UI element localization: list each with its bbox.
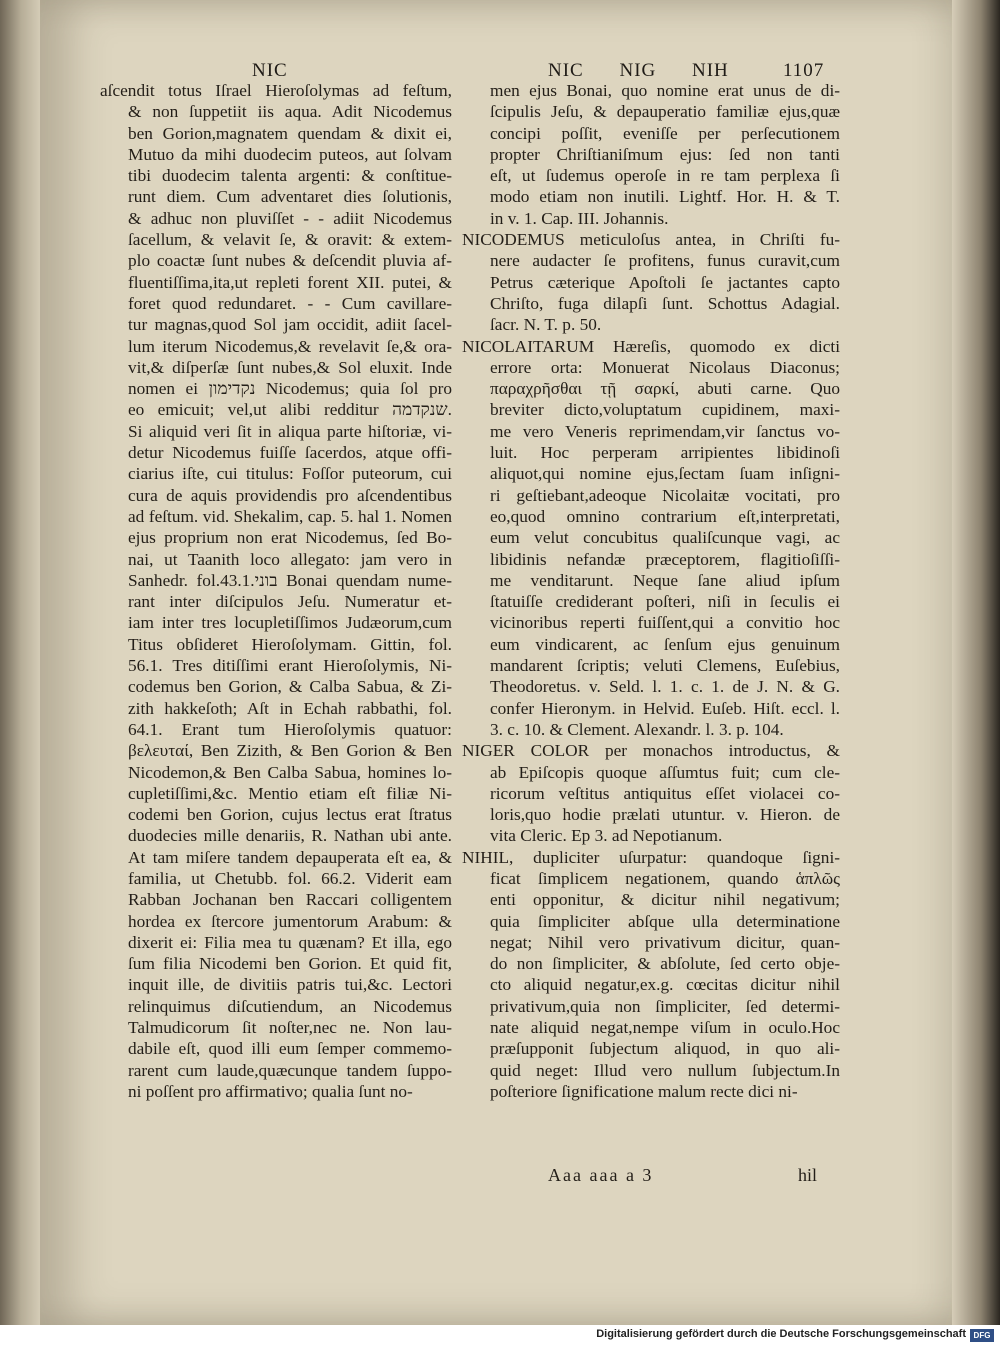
text-line: NIHIL, dupliciter uſurpatur: quandoque ſigni- — [462, 847, 840, 867]
text-line: Rabban Jochanan ben Raccari colligentem — [128, 890, 452, 910]
text-line: & adhuc non pluviſſet - - adiit Nicodemus — [128, 208, 452, 228]
text-line: NICOLAITARUM Hæreſis, quomodo ex dicti — [462, 336, 840, 356]
text-line: Chriſto, fuga dilapſi ſunt. Schottus Adagial. — [490, 293, 840, 313]
text-line: præſupponit ſubjectum aliquod, in quo ali- — [490, 1039, 840, 1059]
text-line: ſum filia Nicodemi ben Gorion. Et quid fit, — [128, 954, 452, 974]
text-line: do non ſimpliciter, & abſolute, ſed certo obje- — [490, 954, 840, 974]
catchword: hil — [798, 1165, 818, 1185]
text-line: duodecies mille denariis, R. Nathan ubi ante. — [128, 826, 452, 846]
text-line: foret quod redundaret. - - Cum cavillare- — [128, 293, 452, 313]
text-line: Theodoretus. v. Seld. l. 1. c. 1. de J. N. & G. — [490, 677, 840, 697]
text-line: rarent cum laude,quæcunque tandem ſuppo- — [128, 1060, 452, 1080]
text-line: ben Gorion,magnatem quendam & dixit ei, — [128, 123, 452, 143]
page-number: 1107 — [783, 60, 825, 81]
text-line: Nicodemon,& Ben Calba Sabua, homines lo- — [128, 762, 452, 782]
text-line: ri geſtiebant,adeoque Nicolaitæ vocitati, pro — [490, 485, 840, 505]
text-line: propter Chriſtianiſmum ejus: ſed non tanti — [490, 144, 840, 164]
text-line: detur Nicodemus fuiſſe ſacerdos, atque offi- — [128, 443, 452, 463]
text-line: eum velut concubitus qualiſcunque vagi, ac — [490, 528, 840, 548]
page-right-edge — [952, 0, 1000, 1325]
text-line: ficat ſimplicem negationem, quando ἁπλῶς — [490, 868, 840, 888]
text-line: modo etiam non inutili. Lightf. Hor. H. & T. — [490, 187, 840, 207]
text-line: relinquimus diſcutiendum, an Nicodemus — [128, 996, 452, 1016]
text-line: NICODEMUS meticuloſus antea, in Chriſti fu- — [462, 230, 840, 250]
text-line: ſacr. N. T. p. 50. — [490, 315, 602, 335]
text-line: familia, ut Chetubb. fol. 66.2. Viderit eam — [128, 868, 452, 888]
text-line: Si aliquid veri ſit in aliqua parte hiſtoriæ, vi- — [128, 421, 452, 441]
text-line: libidinis nefandæ præceptorem, flagitioſiſſi- — [490, 549, 840, 569]
text-line: breviter dicto,voluptatum cupidinem, maxi- — [490, 400, 840, 420]
text-line: nere audacter ſe profitens, funus curavit,cum — [490, 251, 840, 271]
text-line: ſacellum, & velavit ſe, & oravit: & extem- — [128, 230, 452, 250]
text-line: negat; Nihil vero privativum dicitur, quan- — [490, 932, 840, 952]
text-line: mandarent ſcriptis; veluti Clemens, Euſebius, — [490, 656, 840, 676]
text-line: At tam miſere tandem depauperata eſt ea, & — [128, 847, 452, 867]
text-line: in v. 1. Cap. III. Johannis. — [490, 208, 669, 228]
text-line: enti opponitur, & dicitur nihil negativum; — [490, 890, 840, 910]
text-line: hordea ex ſtercore jumentorum Arabum: & — [128, 911, 452, 931]
text-line: rant inter diſcipulos Jeſu. Numeratur et- — [128, 592, 452, 612]
signature-mark: Aaa aaa a 3 — [548, 1165, 654, 1185]
text-line: 64.1. Erant tum Hieroſolymis quatuor: — [128, 719, 452, 739]
text-line: eſt, ut ſudemus operoſe in re tam perplexa ſi — [490, 166, 840, 186]
text-line: tur magnas,quod Sol jam occidit, adiit ſacel- — [128, 315, 452, 335]
text-line: inquit ille, de divitiis patris tui,&c. Lectori — [128, 975, 452, 995]
text-line: codemi ben Gorion, cujus lectus erat ſtratus — [128, 805, 452, 825]
text-line: cto aliquid negatur,ex.g. cœcitas dicitur nihil — [490, 975, 840, 995]
text-line: errore orta: Monuerat Nicolaus Diaconus; — [490, 357, 840, 377]
text-line: quid neget: Illud vero nullum ſubjectum.In — [490, 1060, 840, 1080]
text-line: παραχρῆσθαι τῇ σαρκί, abuti carne. Quo — [490, 379, 840, 399]
text-line: Mutuo da mihi duodecim puteos, aut ſolvam — [128, 144, 452, 164]
text-line: tibi duodecim talenta argenti: & conſtitue- — [128, 166, 452, 186]
text-line: fluentiſſima,ita,ut repleti forent XII. putei, & — [128, 272, 452, 292]
text-line: me vero Veneris reprimendam,vir ſanctus vo- — [490, 421, 840, 441]
text-line: luit. Hoc perperam arripientes libidinoſi — [490, 443, 840, 463]
text-line: eum vindicarent, ac ſenſum ejus genuinum — [490, 634, 840, 654]
text-line: ab Epiſcopis quoque aſſumtus fuit; cum cle- — [490, 762, 840, 782]
text-line: 56.1. Tres ditiſſimi erant Hieroſolymis, Ni- — [128, 656, 452, 676]
text-line: plo coactæ ſunt nubes & deſcendit pluvia af- — [128, 251, 452, 271]
credit-line: Digitalisierung gefördert durch die Deutsche Forschungsgemeinschaft — [596, 1328, 966, 1340]
text-line: ni poſſent pro affirmativo; qualia ſunt no- — [128, 1081, 413, 1101]
text-line: Sanhedr. fol.43.1.בוני Bonai quendam nume- — [128, 570, 452, 590]
text-line: eo emicuit; vel,ut alibi redditur שנקדמה. — [128, 400, 452, 420]
dfg-logo-icon: DFG — [970, 1329, 994, 1342]
text-line: dixerit ei: Filia mea tu quænam? Et illa, ego — [128, 932, 452, 952]
text-line: ricorum veſtitus antiquitus eſſet violacei co- — [490, 783, 840, 803]
text-line: ad feſtum. vid. Shekalim, cap. 5. hal 1. Nomen — [128, 506, 452, 526]
credit-bar — [0, 1325, 1000, 1347]
text-line: & non ſuppetiit iis aqua. Adit Nicodemus — [128, 102, 452, 122]
text-line: βελευταί, Ben Zizith, & Ben Gorion & Ben — [128, 741, 452, 761]
text-line: privativum,quia non ſimpliciter, ſed determi- — [490, 996, 840, 1016]
text-line: Petrus cæterique Apoſtoli ſe jactantes capto — [490, 272, 840, 292]
text-line: NIGER COLOR per monachos introductus, & — [462, 741, 840, 761]
text-line: concipi poſſit, eveniſſe per perſecutionem — [490, 123, 840, 143]
text-line: quia ſimpliciter abſque ulla determinatione — [490, 911, 840, 931]
text-line: ſcipulis Jeſu, & depauperatio familiæ ejus,quæ — [490, 102, 840, 122]
text-line: confer Hieronym. in Helvid. Euſeb. Hiſt. eccl. l. — [490, 698, 840, 718]
text-line: nate aliquid negat,nempe viſum in oculo.Hoc — [490, 1018, 840, 1038]
text-line: vita Cleric. Ep 3. ad Nepotianum. — [490, 826, 723, 846]
text-line: vicinoribus reperti fuiſſent,qui a convitio hoc — [490, 613, 840, 633]
text-line: ſtatuiſſe crediderant poſteri, niſi in ſeculis ei — [490, 592, 840, 612]
text-line: loris,quo hodie prælati utuntur. v. Hieron. de — [490, 805, 840, 825]
text-line: Talmudicorum ſit noſter,nec ne. Non lau- — [128, 1018, 452, 1038]
text-line: aſcendit totus Iſrael Hieroſolymas ad feſtum, — [100, 81, 452, 100]
text-line: iam inter tres locupletiſſimos Judæorum,cum — [128, 613, 452, 633]
text-line: me venditarunt. Neque ſane aliud ipſum — [490, 570, 840, 590]
text-line: zith hakkeſoth; Aſt in Echah rabbathi, fol. — [128, 698, 452, 718]
text-line: ciarius iſte, cui titulus: Foſſor puteorum, cui — [128, 464, 452, 484]
text-line: cura de aquis providendis pro aſcendentibus — [128, 485, 452, 505]
text-line: vit,& diſperſæ ſunt nubes,& Sol eluxit. Inde — [128, 357, 452, 377]
running-head-center: NIC NIG NIH — [548, 60, 729, 81]
text-line: aliquot,qui nomine ejus,ſectam ſuam inſigni- — [490, 464, 840, 484]
text-line: dabile eſt, quod illi eum ſemper commemo- — [128, 1039, 452, 1059]
text-line: nai, ut Taanith loco allegato: jam vero in — [128, 549, 452, 569]
text-line: men ejus Bonai, quo nomine erat unus de di- — [490, 81, 840, 100]
text-line: Titus obſideret Hieroſolymam. Gittin, fol. — [128, 634, 452, 654]
text-line: lum iterum Nicodemus,& revelavit ſe,& ora- — [128, 336, 452, 356]
text-line: codemus ben Gorion, & Calba Sabua, & Zi- — [128, 677, 452, 697]
right-column — [462, 80, 840, 1102]
text-line: poſteriore ſignificatione malum recte dici ni- — [490, 1081, 798, 1101]
text-line: eo,quod omnino contrarium eſt,interpretati, — [490, 506, 840, 526]
text-line: runt diem. Cum adventaret dies ſolutionis, — [128, 187, 452, 207]
left-column — [100, 80, 452, 1102]
text-line: 3. c. 10. & Clement. Alexandr. l. 3. p. 104. — [490, 719, 784, 739]
running-head-left: NIC — [252, 60, 288, 81]
text-line: cupletiſſimi,&c. Mentio etiam eſt filiæ Ni- — [128, 783, 452, 803]
text-line: nomen ei נקדימון Nicodemus; quia ſol pro — [128, 379, 452, 399]
text-line: ejus proprium non erat Nicodemus, ſed Bo- — [128, 528, 452, 548]
